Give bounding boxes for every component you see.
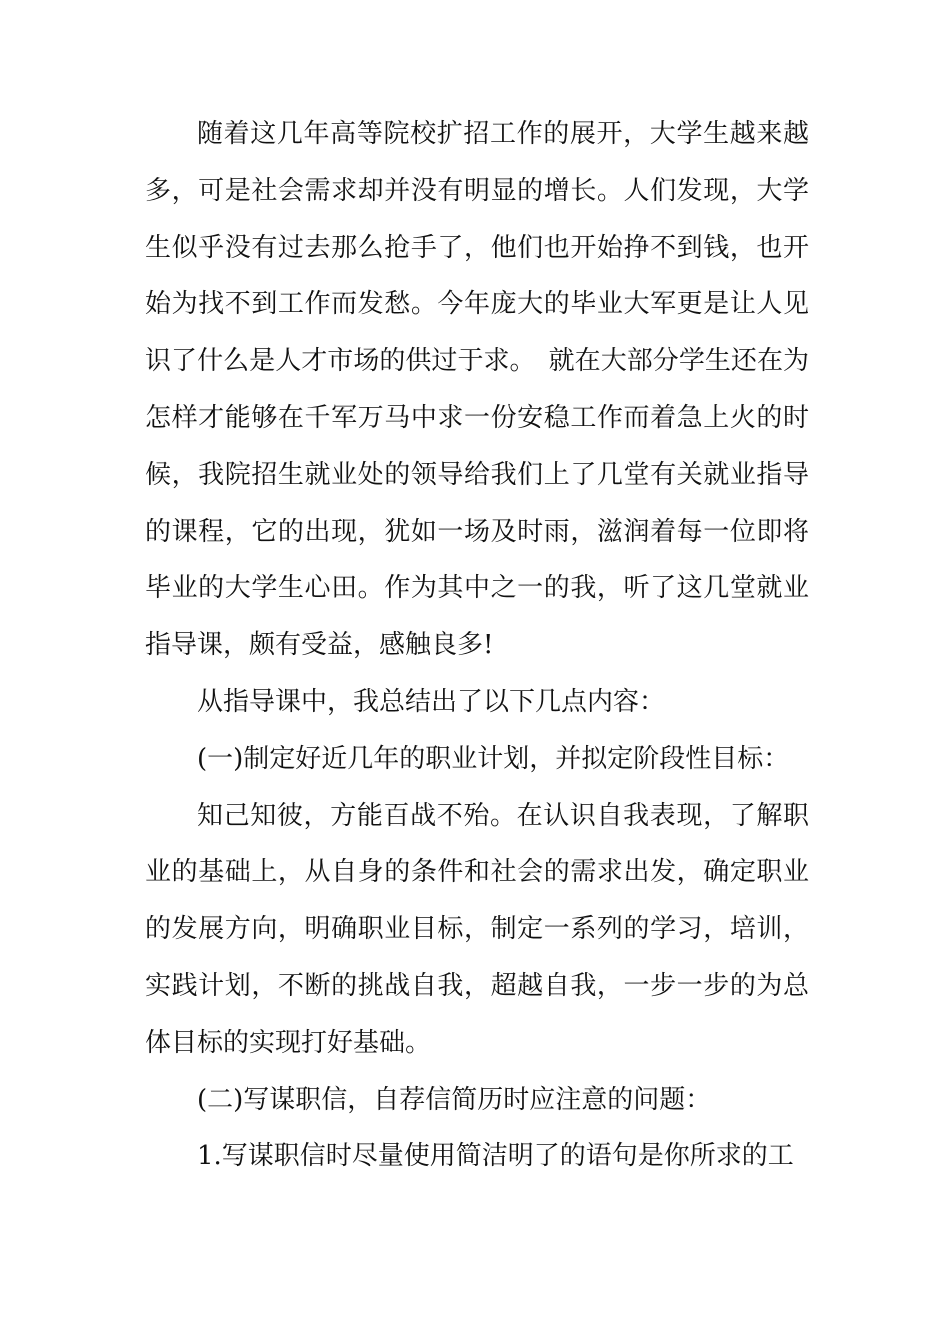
heading-section-two: (二)写谋职信，自荐信简历时应注意的问题：: [197, 1084, 712, 1115]
paragraph-item-one: 1.写谋职信时尽量使用简洁明了的语句是你所求的工: [197, 1141, 794, 1172]
paragraph-summary-lead: 从指导课中，我总结出了以下几点内容：: [197, 686, 666, 717]
paragraph-intro: 随着这几年高等院校扩招工作的展开，大学生越来越多，可是社会需求却并没有明显的增长。人们发现，大学生似乎没有过去那么抢手了，他们也开始挣不到钱，也开始为找不到工作而发愁。今年庞大的毕业大军更是让人见识了什么是人才市场的供过于求。 就在大部分学生还在为怎样才能够在千军万马中求一份安稳工作而着急上火的时候，我院招生就业处的领导给我们上了几堂有关就业指导的课程，它的出现，犹如一场及时雨，滋润着每一位即将毕业的大学生心田。作为其中之一的我，听了这几堂就业指导课，颇有受益，感触良多!: [145, 119, 809, 661]
heading-section-one: (一)制定好近几年的职业计划，并拟定阶段性目标：: [197, 743, 790, 774]
document-body: [145, 106, 809, 1185]
paragraph-section-one: 知己知彼，方能百战不殆。在认识自我表现，了解职业的基础上，从自身的条件和社会的需求出发，确定职业的发展方向，明确职业目标，制定一系列的学习，培训，实践计划，不断的挑战自我，超越自我，一步一步的为总体目标的实现打好基础。: [145, 800, 809, 1058]
